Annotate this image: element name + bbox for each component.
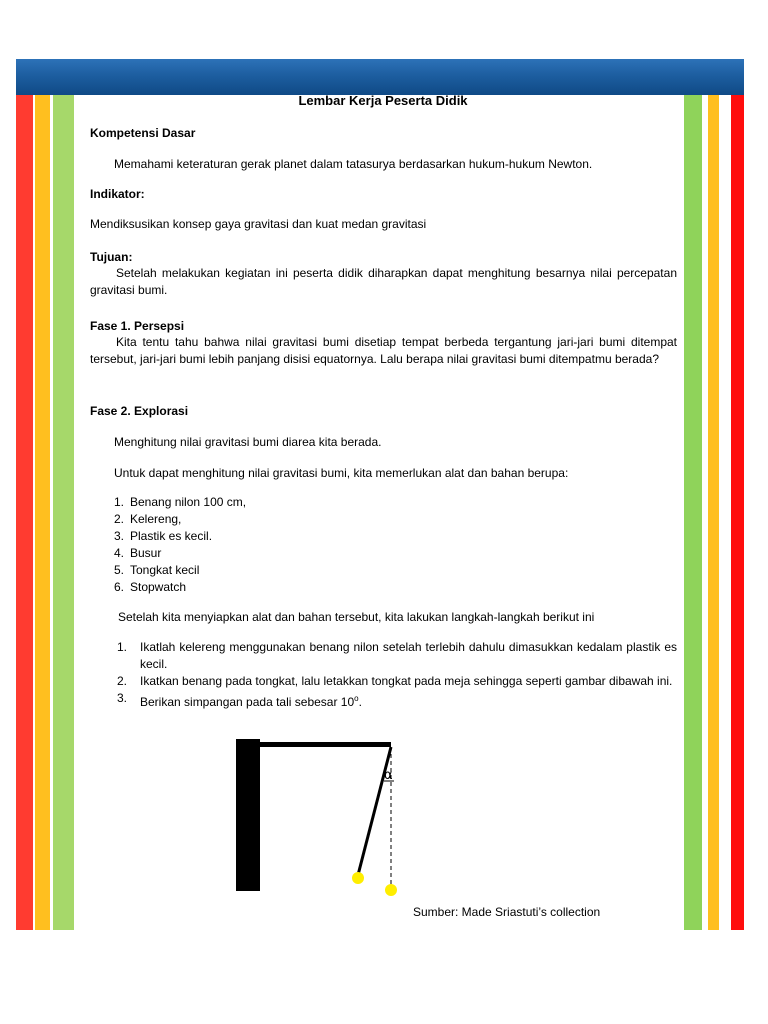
fase1-text: Kita tentu tahu bahwa nilai gravitasi bumi disetiap tempat berbeda tergantung jari-jari bumi ditempat tersebut, jari-jari bumi lebih panjang disisi equatornya. Lalu berapa nilai gravitasi bumi ditempatmu berada? [90,335,677,366]
fase2-heading: Fase 2. Explorasi [90,404,189,418]
left-red-stripe [16,95,33,930]
list-item: 6. Stopwatch [114,580,187,594]
bahan-intro: Untuk dapat menghitung nilai gravitasi bumi, kita memerlukan alat dan bahan berupa: [114,466,569,480]
page-title: Lembar Kerja Peserta Didik [298,93,468,108]
kompetensi-text: Memahami keteraturan gerak planet dalam tatasurya berdasarkan hukum-hukum Newton. [114,157,593,171]
stand-post [236,739,260,891]
horizontal-stick [236,742,391,747]
pendulum-string [358,747,391,875]
list-item: 5. Tongkat kecil [114,563,200,577]
list-item: 1. Ikatlah kelereng menggunakan benang nilon setelah terlebih dahulu dimasukkan kedalam plastik es kecil. [117,640,677,671]
pendulum-bob-rest [385,884,397,896]
pendulum-bob-displaced [352,872,364,884]
langkah-list [90,639,677,711]
angle-label: α [384,768,393,783]
indikator-text: Mendiksusikan konsep gaya gravitasi dan kuat medan gravitasi [90,217,427,231]
list-item: 1. Benang nilon 100 cm, [114,495,247,509]
indikator-heading: Indikator: [90,187,145,201]
kompetensi-heading: Kompetensi Dasar [90,126,196,140]
pendulum-figure [232,737,412,897]
right-red-stripe [731,95,744,930]
figure-caption: Sumber: Made Sriastuti’s collection [413,905,601,919]
tujuan-text: Setelah melakukan kegiatan ini peserta didik diharapkan dapat menghitung besarnya nilai percepatan gravitasi bumi. [90,266,677,297]
list-item: 3. Plastik es kecil. [114,529,213,543]
list-item: 3. Berikan simpangan pada tali sebesar 10$^o$. [117,691,362,709]
left-green-stripe [53,95,74,930]
header-band [16,59,744,95]
right-yellow-stripe [708,95,719,930]
fase2-intro: Menghitung nilai gravitasi bumi diarea kita berada. [114,435,382,449]
right-green-stripe [684,95,702,930]
list-item: 2. Ikatkan benang pada tongkat, lalu letakkan tongkat pada meja sehingga seperti gambar dibawah ini. [117,674,673,688]
fase1-heading: Fase 1. Persepsi [90,319,185,333]
list-item: 2. Kelereng, [114,512,182,526]
bahan-list [114,494,674,596]
left-yellow-stripe [35,95,50,930]
list-item: 4. Busur [114,546,162,560]
langkah-intro: Setelah kita menyiapkan alat dan bahan tersebut, kita lakukan langkah-langkah berikut ini [118,610,595,624]
tujuan-heading: Tujuan: [90,250,133,264]
